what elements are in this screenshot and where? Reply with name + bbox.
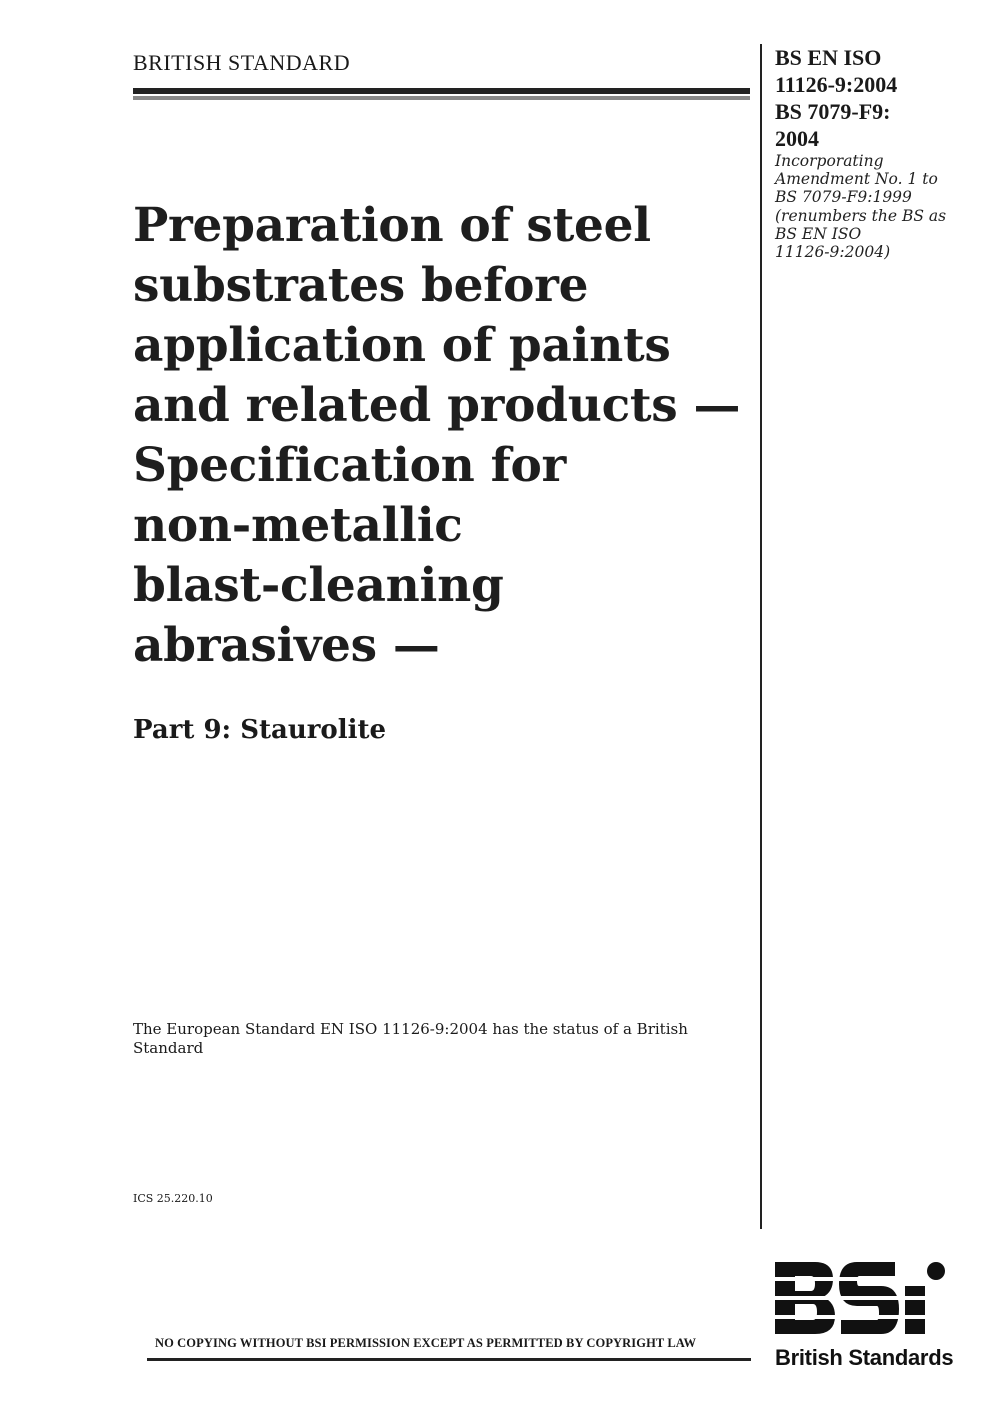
- bsi-logo-caption: British Standards: [775, 1345, 954, 1370]
- amendment-note-line: (renumbers the BS as: [775, 206, 947, 225]
- amendment-note-line: BS 7079-F9:1999: [775, 188, 912, 207]
- standard-number-line: 2004: [775, 126, 819, 151]
- standard-number-line: BS 7079-F9:: [775, 99, 891, 124]
- title-line: Specification for: [133, 438, 567, 493]
- title-line: application of paints: [133, 318, 671, 373]
- standard-number: [775, 44, 975, 152]
- amendment-note-line: Amendment No. 1 to: [775, 170, 938, 189]
- title-line: and related products —: [133, 378, 741, 433]
- standard-number-line: BS EN ISO: [775, 45, 882, 70]
- part-title: Part 9: Staurolite: [133, 715, 387, 745]
- ics-code: ICS 25.220.10: [133, 1192, 213, 1205]
- title-line: non-metallic: [133, 498, 463, 553]
- document-title: [133, 196, 753, 676]
- header-rule: [133, 88, 750, 101]
- title-line: abrasives —: [133, 618, 440, 673]
- standard-number-line: 11126-9:2004: [775, 72, 898, 97]
- footer-rule: [147, 1358, 751, 1361]
- title-line: blast-cleaning: [133, 558, 504, 613]
- amendment-note-line: BS EN ISO: [775, 224, 862, 243]
- bsi-logo-mark: [773, 1262, 953, 1344]
- amendment-note: [775, 152, 975, 261]
- title-line: substrates before: [133, 258, 589, 313]
- column-divider: [760, 44, 762, 1229]
- title-line: Preparation of steel: [133, 198, 651, 253]
- amendment-note-line: 11126-9:2004): [775, 243, 891, 262]
- status-note: The European Standard EN ISO 11126-9:2004 has the status of a British Standard: [133, 1020, 688, 1057]
- document-type-label: BRITISH STANDARD: [133, 50, 351, 75]
- amendment-note-line: Incorporating: [775, 152, 884, 170]
- copyright-notice: NO COPYING WITHOUT BSI PERMISSION EXCEPT AS PERMITTED BY COPYRIGHT LAW: [155, 1336, 697, 1350]
